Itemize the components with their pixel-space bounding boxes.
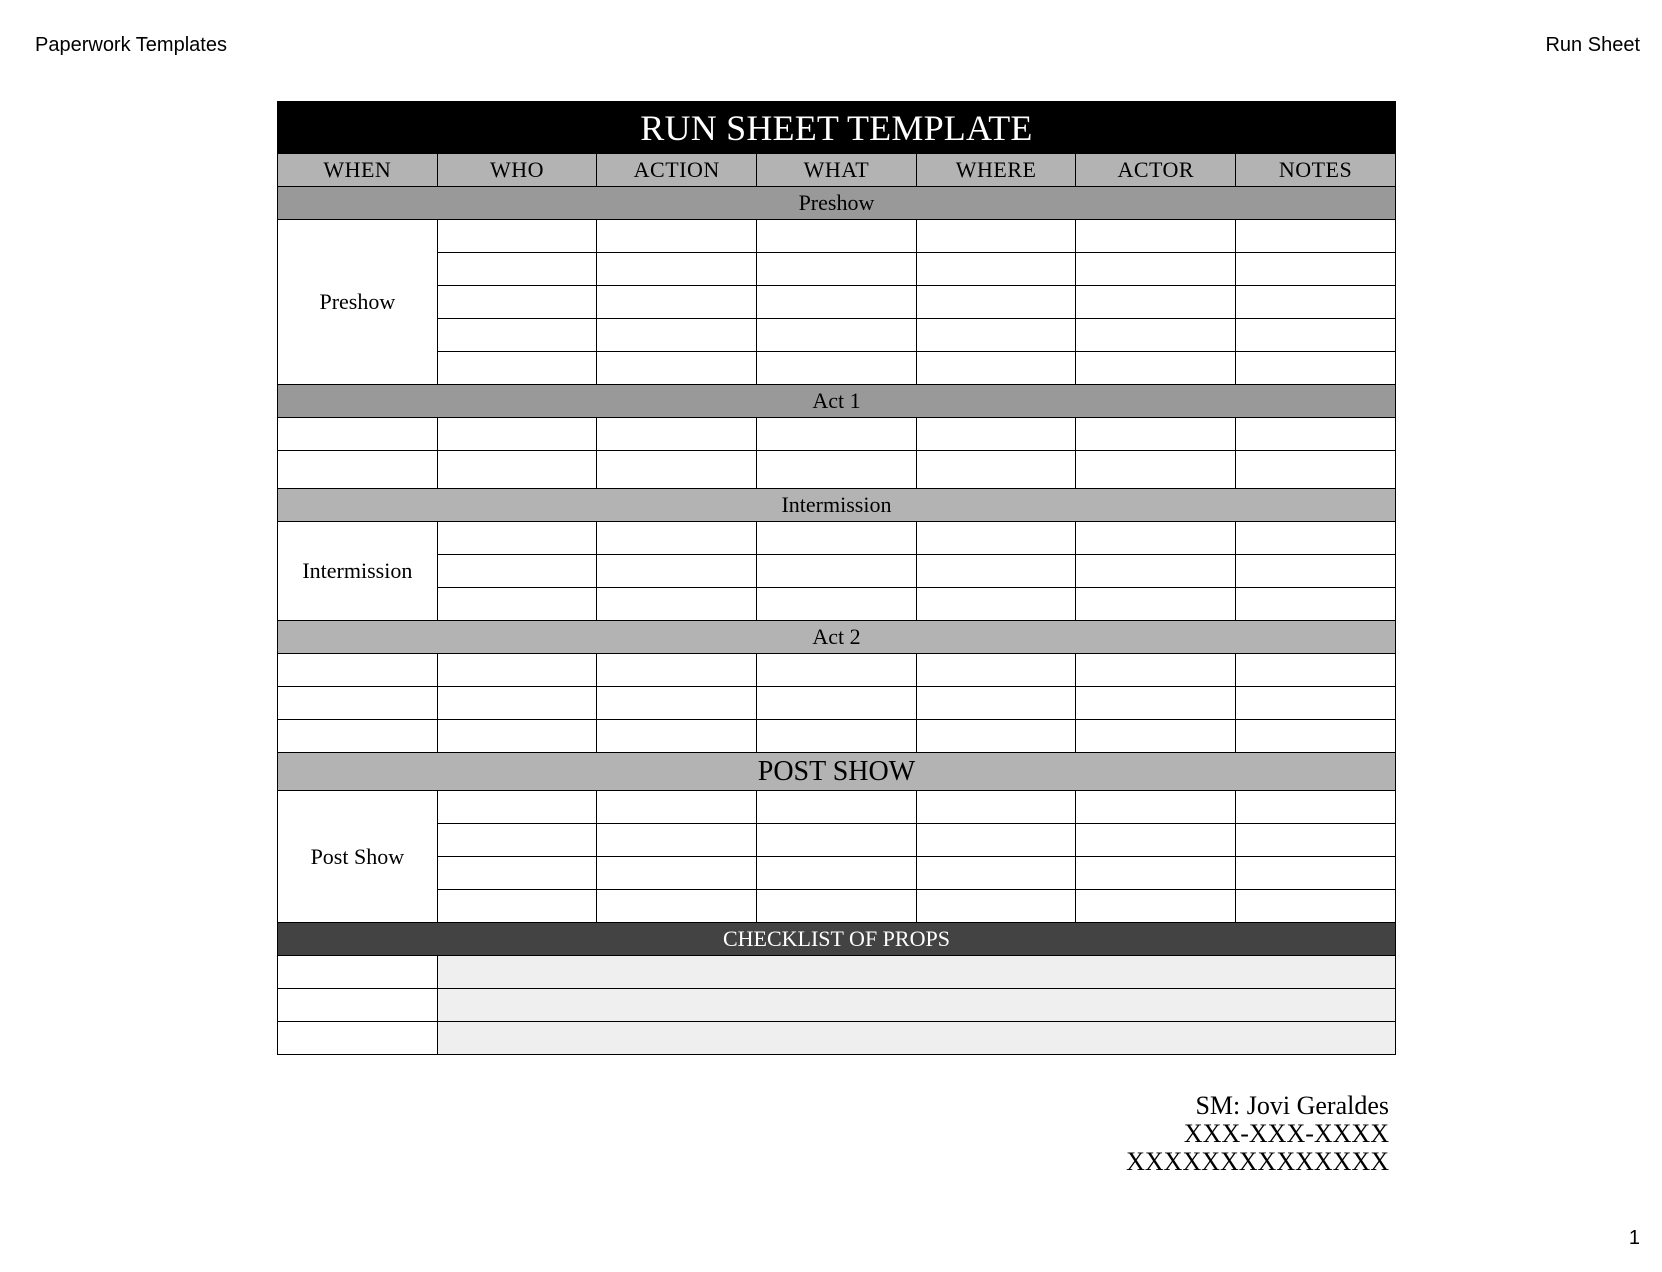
cell[interactable] xyxy=(437,522,597,555)
cell[interactable] xyxy=(757,791,917,824)
cell[interactable] xyxy=(597,687,757,720)
section-row-checklist xyxy=(278,923,1396,956)
cell[interactable] xyxy=(1236,720,1396,753)
cell[interactable] xyxy=(597,220,757,253)
cell[interactable] xyxy=(757,588,917,621)
section-title-act-1: Act 1 xyxy=(278,385,1396,418)
cell[interactable] xyxy=(1076,418,1236,451)
document-header-left: Paperwork Templates xyxy=(35,34,227,56)
cell[interactable] xyxy=(757,319,917,352)
cell[interactable] xyxy=(597,857,757,890)
cell[interactable] xyxy=(1236,522,1396,555)
table-row xyxy=(278,286,1396,319)
cell[interactable] xyxy=(757,522,917,555)
table-row xyxy=(278,824,1396,857)
section-row-intermission xyxy=(278,489,1396,522)
cell[interactable] xyxy=(597,588,757,621)
column-header-action: ACTION xyxy=(597,154,757,187)
section-row-post-show xyxy=(278,753,1396,791)
cell[interactable] xyxy=(278,687,438,720)
checklist-row xyxy=(278,956,1396,989)
cell[interactable] xyxy=(916,253,1076,286)
table-row xyxy=(278,555,1396,588)
when-cell-post-show[interactable]: Post Show xyxy=(278,791,438,923)
cell[interactable] xyxy=(916,418,1076,451)
cell[interactable] xyxy=(278,451,438,489)
cell[interactable] xyxy=(1076,319,1236,352)
table-row xyxy=(278,588,1396,621)
table-row xyxy=(278,220,1396,253)
cell[interactable] xyxy=(916,588,1076,621)
cell[interactable] xyxy=(597,522,757,555)
cell[interactable] xyxy=(757,451,917,489)
section-row-act-2 xyxy=(278,621,1396,654)
cell[interactable] xyxy=(437,418,597,451)
page-number: 1 xyxy=(1628,1227,1640,1249)
cell[interactable] xyxy=(1076,253,1236,286)
cell[interactable] xyxy=(1076,720,1236,753)
cell[interactable] xyxy=(597,654,757,687)
cell[interactable] xyxy=(597,253,757,286)
column-header-row xyxy=(278,154,1396,187)
cell[interactable] xyxy=(1236,857,1396,890)
cell[interactable] xyxy=(757,654,917,687)
section-title-act-2: Act 2 xyxy=(278,621,1396,654)
cell[interactable] xyxy=(597,418,757,451)
column-header-where: WHERE xyxy=(916,154,1076,187)
cell[interactable] xyxy=(916,286,1076,319)
cell[interactable] xyxy=(916,890,1076,923)
cell[interactable] xyxy=(757,824,917,857)
cell[interactable] xyxy=(916,857,1076,890)
cell[interactable] xyxy=(1236,220,1396,253)
cell[interactable] xyxy=(1236,352,1396,385)
column-header-what: WHAT xyxy=(757,154,917,187)
cell[interactable] xyxy=(1076,857,1236,890)
cell[interactable] xyxy=(1236,253,1396,286)
cell[interactable] xyxy=(437,791,597,824)
cell[interactable] xyxy=(437,352,597,385)
section-title-preshow: Preshow xyxy=(278,187,1396,220)
contact-phone: XXX-XXX-XXXX xyxy=(1183,1119,1389,1148)
cell[interactable] xyxy=(1236,418,1396,451)
cell[interactable] xyxy=(916,352,1076,385)
cell[interactable] xyxy=(437,588,597,621)
cell[interactable] xyxy=(757,687,917,720)
cell[interactable] xyxy=(597,890,757,923)
cell[interactable] xyxy=(437,220,597,253)
cell[interactable] xyxy=(1236,286,1396,319)
cell[interactable] xyxy=(1236,654,1396,687)
cell[interactable] xyxy=(1236,824,1396,857)
cell[interactable] xyxy=(597,319,757,352)
cell[interactable] xyxy=(757,253,917,286)
column-header-actor: ACTOR xyxy=(1076,154,1236,187)
when-cell-preshow[interactable]: Preshow xyxy=(278,220,438,385)
cell[interactable] xyxy=(757,857,917,890)
cell[interactable] xyxy=(437,687,597,720)
cell[interactable] xyxy=(437,720,597,753)
cell[interactable] xyxy=(916,220,1076,253)
cell[interactable] xyxy=(757,890,917,923)
cell[interactable] xyxy=(1236,791,1396,824)
cell[interactable] xyxy=(437,253,597,286)
table-row xyxy=(278,253,1396,286)
checklist-field[interactable] xyxy=(437,956,1395,989)
cell[interactable] xyxy=(278,418,438,451)
cell[interactable] xyxy=(916,319,1076,352)
cell[interactable] xyxy=(916,791,1076,824)
cell[interactable] xyxy=(1076,588,1236,621)
cell[interactable] xyxy=(916,654,1076,687)
cell[interactable] xyxy=(916,720,1076,753)
table-row xyxy=(278,352,1396,385)
cell[interactable] xyxy=(437,654,597,687)
column-header-who: WHO xyxy=(437,154,597,187)
section-title-intermission: Intermission xyxy=(278,489,1396,522)
column-header-when: WHEN xyxy=(278,154,438,187)
cell[interactable] xyxy=(597,555,757,588)
stage-manager-name: SM: Jovi Geraldes xyxy=(1195,1091,1389,1120)
section-title-post-show: POST SHOW xyxy=(278,753,1396,791)
table-row xyxy=(278,791,1396,824)
checklist-field[interactable] xyxy=(437,989,1395,1022)
table-row xyxy=(278,522,1396,555)
table-row xyxy=(278,687,1396,720)
section-row-act-1 xyxy=(278,385,1396,418)
cell[interactable] xyxy=(916,824,1076,857)
section-title-checklist: CHECKLIST OF PROPS xyxy=(278,923,1396,956)
cell[interactable] xyxy=(916,451,1076,489)
cell[interactable] xyxy=(597,824,757,857)
cell[interactable] xyxy=(1236,687,1396,720)
cell[interactable] xyxy=(916,522,1076,555)
table-row xyxy=(278,654,1396,687)
cell[interactable] xyxy=(437,890,597,923)
run-sheet-table xyxy=(277,101,1396,1055)
checklist-field[interactable] xyxy=(437,1022,1395,1055)
cell[interactable] xyxy=(437,857,597,890)
cell[interactable] xyxy=(1236,588,1396,621)
cell[interactable] xyxy=(278,654,438,687)
cell[interactable] xyxy=(1236,451,1396,489)
cell[interactable] xyxy=(597,352,757,385)
checklist-cell[interactable] xyxy=(278,1022,438,1055)
cell[interactable] xyxy=(597,451,757,489)
cell[interactable] xyxy=(437,286,597,319)
column-header-notes: NOTES xyxy=(1236,154,1396,187)
cell[interactable] xyxy=(1236,319,1396,352)
cell[interactable] xyxy=(757,352,917,385)
contact-email: XXXXXXXXXXXXXX xyxy=(1126,1147,1389,1176)
table-row xyxy=(278,451,1396,489)
cell[interactable] xyxy=(597,286,757,319)
table-row xyxy=(278,418,1396,451)
cell[interactable] xyxy=(1076,522,1236,555)
cell[interactable] xyxy=(278,720,438,753)
cell[interactable] xyxy=(597,791,757,824)
document-header-right: Run Sheet xyxy=(1545,34,1640,56)
cell[interactable] xyxy=(757,418,917,451)
cell[interactable] xyxy=(1076,220,1236,253)
checklist-cell[interactable] xyxy=(278,989,438,1022)
cell[interactable] xyxy=(757,720,917,753)
cell[interactable] xyxy=(1076,791,1236,824)
cell[interactable] xyxy=(757,555,917,588)
cell[interactable] xyxy=(916,687,1076,720)
cell[interactable] xyxy=(1076,654,1236,687)
cell[interactable] xyxy=(1076,890,1236,923)
cell[interactable] xyxy=(437,451,597,489)
cell[interactable] xyxy=(757,286,917,319)
sheet-title: RUN SHEET TEMPLATE xyxy=(278,102,1396,154)
cell[interactable] xyxy=(1236,890,1396,923)
title-row xyxy=(278,102,1396,154)
cell[interactable] xyxy=(1076,687,1236,720)
cell[interactable] xyxy=(597,720,757,753)
checklist-cell[interactable] xyxy=(278,956,438,989)
cell[interactable] xyxy=(1076,824,1236,857)
cell[interactable] xyxy=(1076,555,1236,588)
checklist-row xyxy=(278,989,1396,1022)
cell[interactable] xyxy=(437,319,597,352)
cell[interactable] xyxy=(1076,352,1236,385)
section-row-preshow xyxy=(278,187,1396,220)
cell[interactable] xyxy=(437,824,597,857)
cell[interactable] xyxy=(1236,555,1396,588)
table-row xyxy=(278,319,1396,352)
when-cell-intermission[interactable]: Intermission xyxy=(278,522,438,621)
cell[interactable] xyxy=(916,555,1076,588)
cell[interactable] xyxy=(1076,286,1236,319)
contact-block xyxy=(1126,1092,1389,1176)
table-row xyxy=(278,890,1396,923)
table-row xyxy=(278,857,1396,890)
checklist-row xyxy=(278,1022,1396,1055)
cell[interactable] xyxy=(1076,451,1236,489)
cell[interactable] xyxy=(757,220,917,253)
cell[interactable] xyxy=(437,555,597,588)
table-row xyxy=(278,720,1396,753)
